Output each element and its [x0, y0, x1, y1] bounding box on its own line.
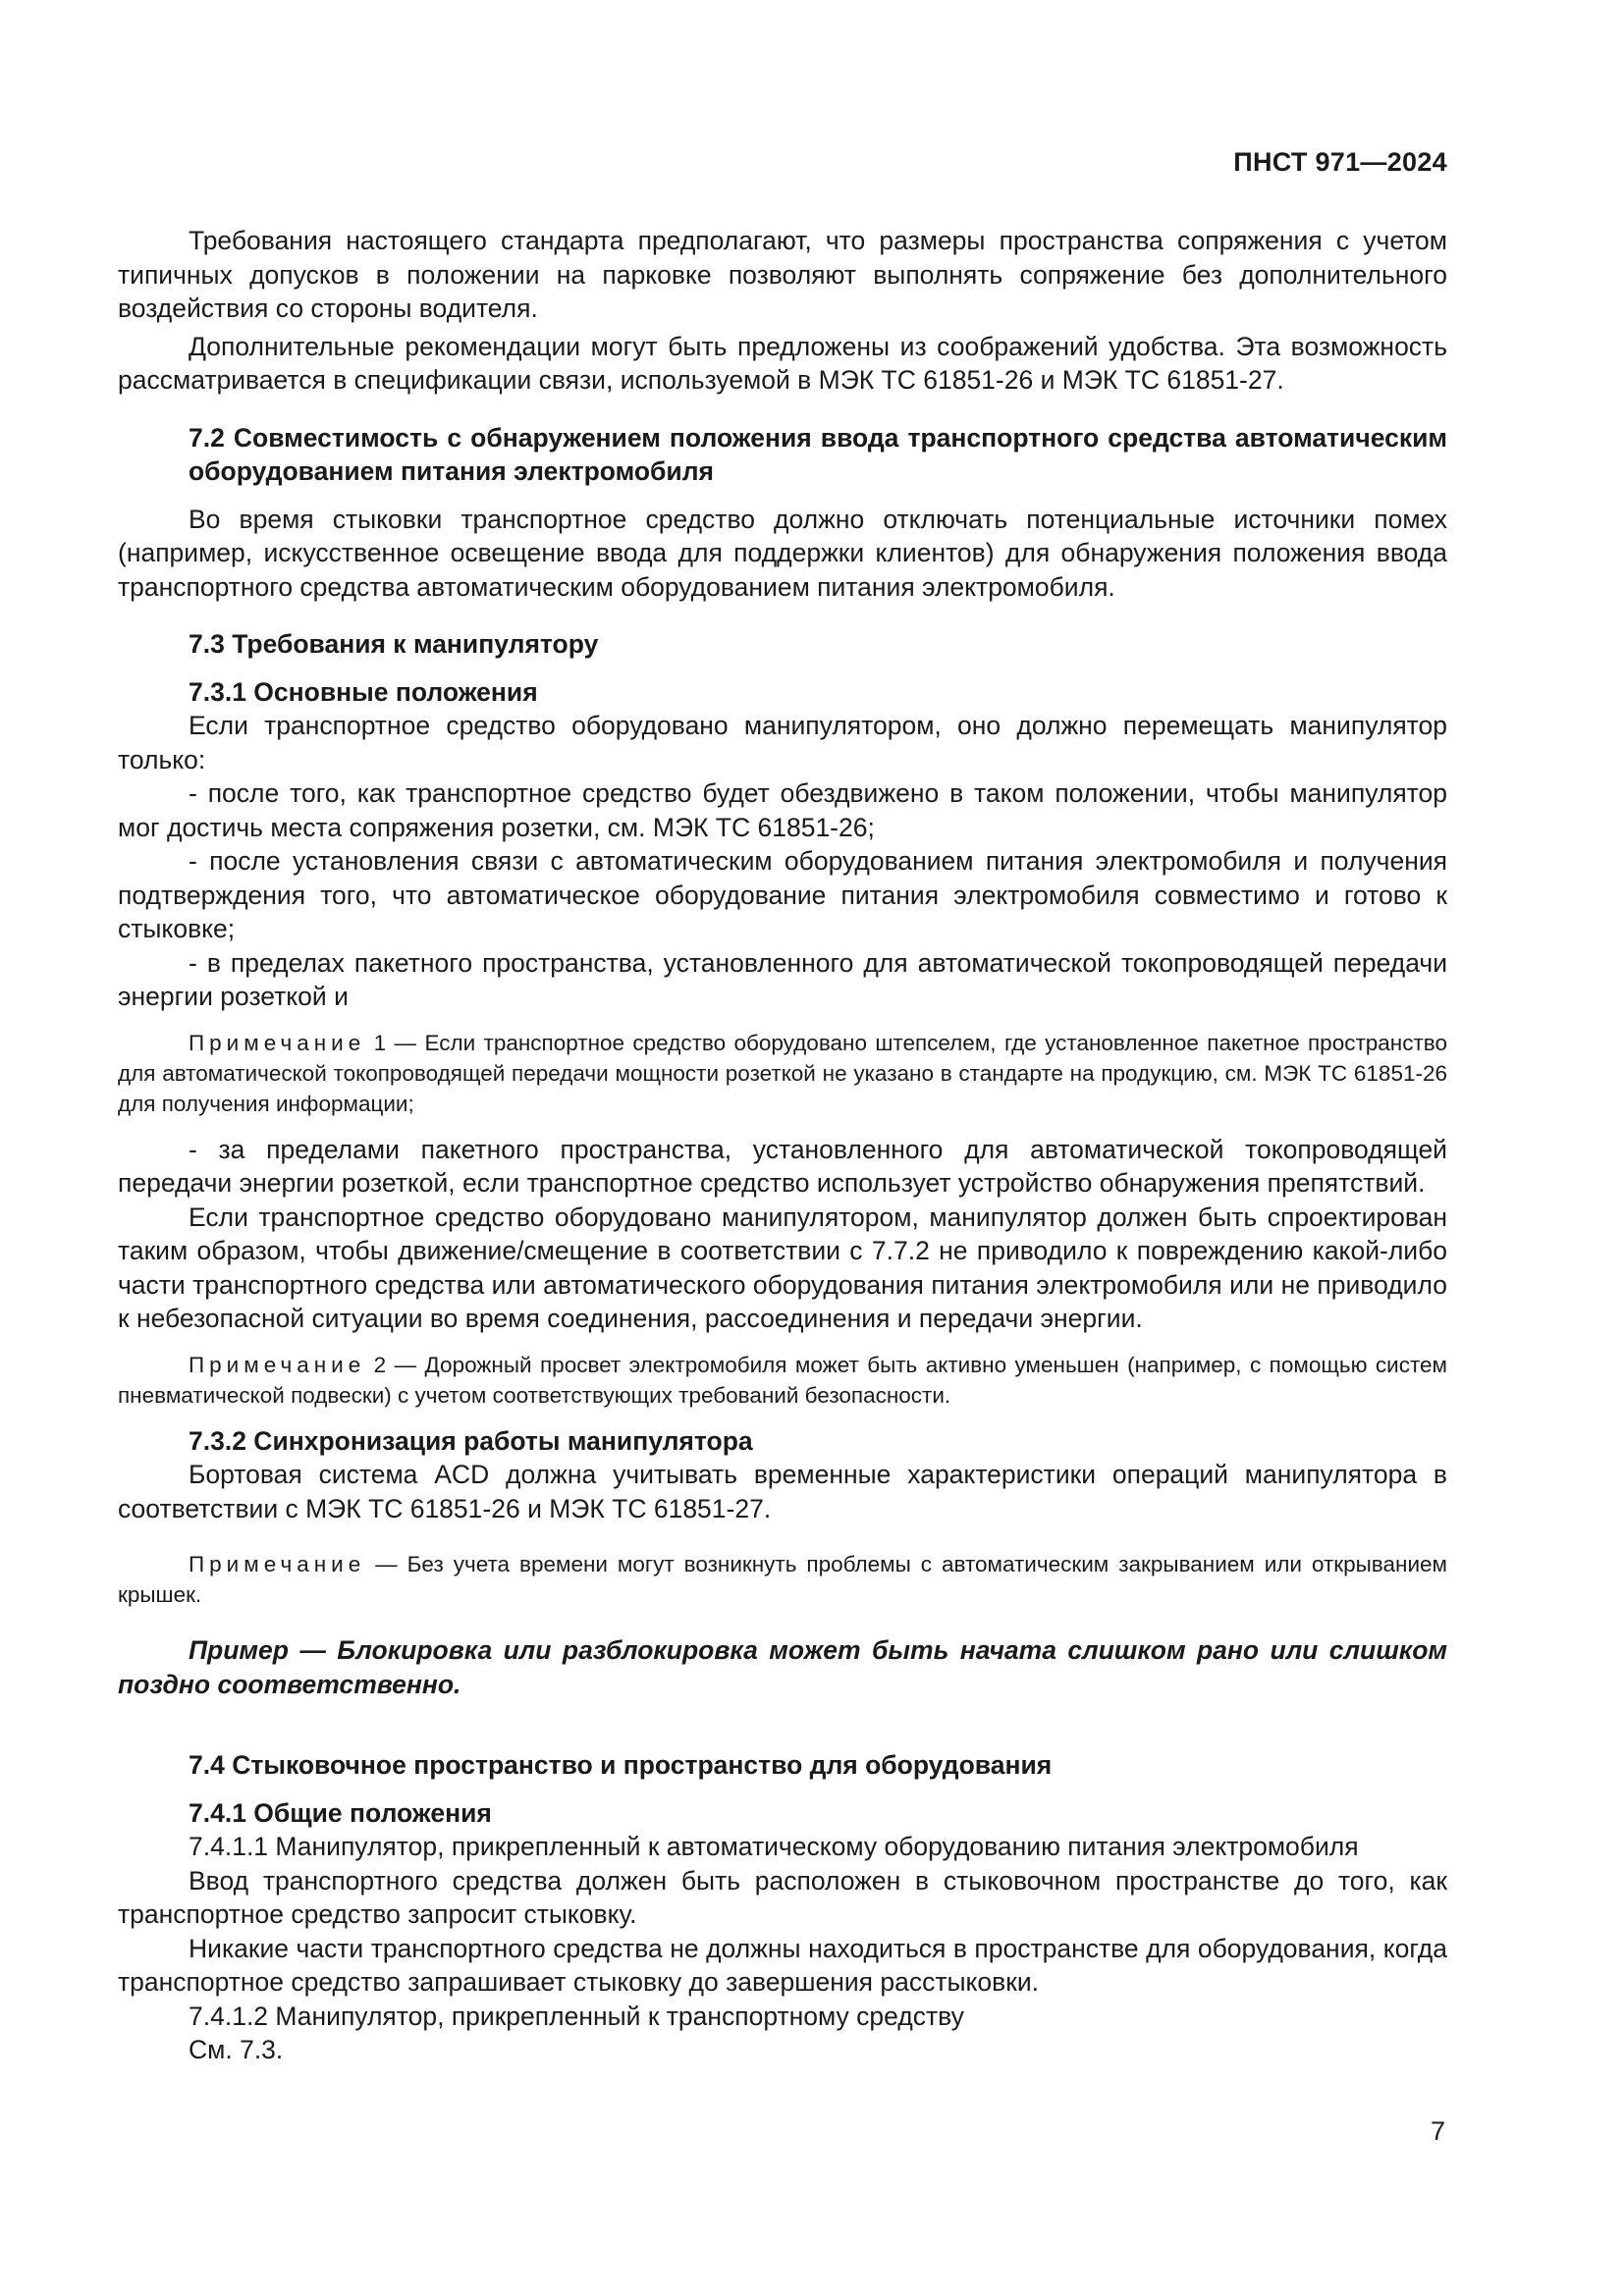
paragraph: Если транспортное средство оборудовано манипулятором, манипулятор должен быть спроектирован таким образом, чтобы движение/смещение в соответствии с 7.7.2 не приводило к повреждению какой-либо части транспортного средства или автоматического оборудования питания электромобиля или не приводило к небезопасной ситуации во время соединения, рассоединения и передачи энергии. [118, 1201, 1447, 1333]
note-label: Примечание [189, 1552, 366, 1576]
note-3 [118, 1549, 1447, 1610]
paragraph: Ввод транспортного средства должен быть расположен в стыковочном пространстве до того, как транспортное средство запросит стыковку. [118, 1865, 1447, 1929]
section-heading-7-4: 7.4 Стыковочное пространство и пространство для оборудования [189, 1750, 1053, 1780]
note-text: 1 — Если транспортное средство оборудовано штепселем, где установленное пакетное пространство для автоматической токопроводящей передачи мощности розеткой не указано в стандарте на продукцию, см. МЭК ТС 61851-26 для получения информации; [118, 1030, 1447, 1116]
note-1 [118, 1028, 1447, 1119]
paragraph: Никакие части транспортного средства не должны находиться в пространстве для оборудования, когда транспортное средство запрашивает стыковку до завершения расстыковки. [118, 1933, 1447, 1997]
paragraph: Дополнительные рекомендации могут быть предложены из соображений удобства. Эта возможность рассматривается в спецификации связи, используемой в МЭК ТС 61851-26 и МЭК ТС 61851-27. [118, 331, 1447, 395]
paragraph: 7.4.1.1 Манипулятор, прикрепленный к автоматическому оборудованию питания электромобиля [189, 1832, 1359, 1861]
note-2 [118, 1350, 1447, 1411]
subsection-heading-7-4-1: 7.4.1 Общие положения [189, 1797, 492, 1828]
paragraph: Во время стыковки транспортное средство должно отключать потенциальные источники помех (например, искусственное освещение ввода для поддержки клиентов) для обнаружения положения ввода транспортного средства автоматическим оборудованием питания электромобиля. [118, 504, 1447, 602]
note-label: Примечание [189, 1030, 366, 1055]
paragraph: Требования настоящего стандарта предполагают, что размеры пространства сопряжения с учетом типичных допусков в положении на парковке позволяют выполнять сопряжение без дополнительного воздействия со стороны водителя. [118, 226, 1447, 323]
list-item: - после установления связи с автоматическим оборудованием питания электромобиля и получения подтверждения того, что автоматическое оборудование питания электромобиля совместимо и готово к стыковке; [118, 846, 1447, 943]
note-text: 2 — Дорожный просвет электромобиля может быть активно уменьшен (например, с помощью систем пневматической подвески) с учетом соответствующих требований безопасности. [118, 1352, 1447, 1408]
document-body [118, 224, 1447, 2067]
page-number: 7 [1430, 2116, 1445, 2146]
subsection-heading-7-3-1: 7.3.1 Основные положения [189, 676, 538, 707]
paragraph: Если транспортное средство оборудовано манипулятором, оно должно перемещать манипулятор только: [118, 711, 1447, 774]
note-label: Примечание [189, 1352, 366, 1377]
list-item: - за пределами пакетного пространства, установленного для автоматической токопроводящей передачи энергии розеткой, если транспортное средство использует устройство обнаружения препятствий. [118, 1134, 1447, 1198]
note-text: — Без учета времени могут возникнуть проблемы с автоматическим закрыванием или открыванием крышек. [118, 1552, 1447, 1607]
paragraph: См. 7.3. [189, 2035, 284, 2064]
example: Пример — Блокировка или разблокировка может быть начата слишком рано или слишком поздно соответственно. [118, 1635, 1447, 1699]
paragraph: Бортовая система ACD должна учитывать временные характеристики операций манипулятора в соответствии с МЭК ТС 61851-26 и МЭК ТС 61851-27. [118, 1460, 1447, 1523]
section-heading-7-3: 7.3 Требования к манипулятору [189, 629, 599, 659]
subsection-heading-7-3-2: 7.3.2 Синхронизация работы манипулятора [189, 1425, 753, 1456]
list-item: - после того, как транспортное средство будет обездвижено в таком положении, чтобы манипулятор мог достичь места сопряжения розетки, см. МЭК ТС 61851-26; [118, 778, 1447, 842]
section-heading-7-2: 7.2 Совместимость с обнаружением положения ввода транспортного средства автоматическим оборудованием питания электромобиля [189, 422, 1447, 486]
paragraph: 7.4.1.2 Манипулятор, прикрепленный к транспортному средству [189, 2001, 964, 2031]
document-code: ПНСТ 971—2024 [1233, 147, 1447, 177]
list-item: - в пределах пакетного пространства, установленного для автоматической токопроводящей передачи энергии розеткой и [118, 947, 1447, 1011]
